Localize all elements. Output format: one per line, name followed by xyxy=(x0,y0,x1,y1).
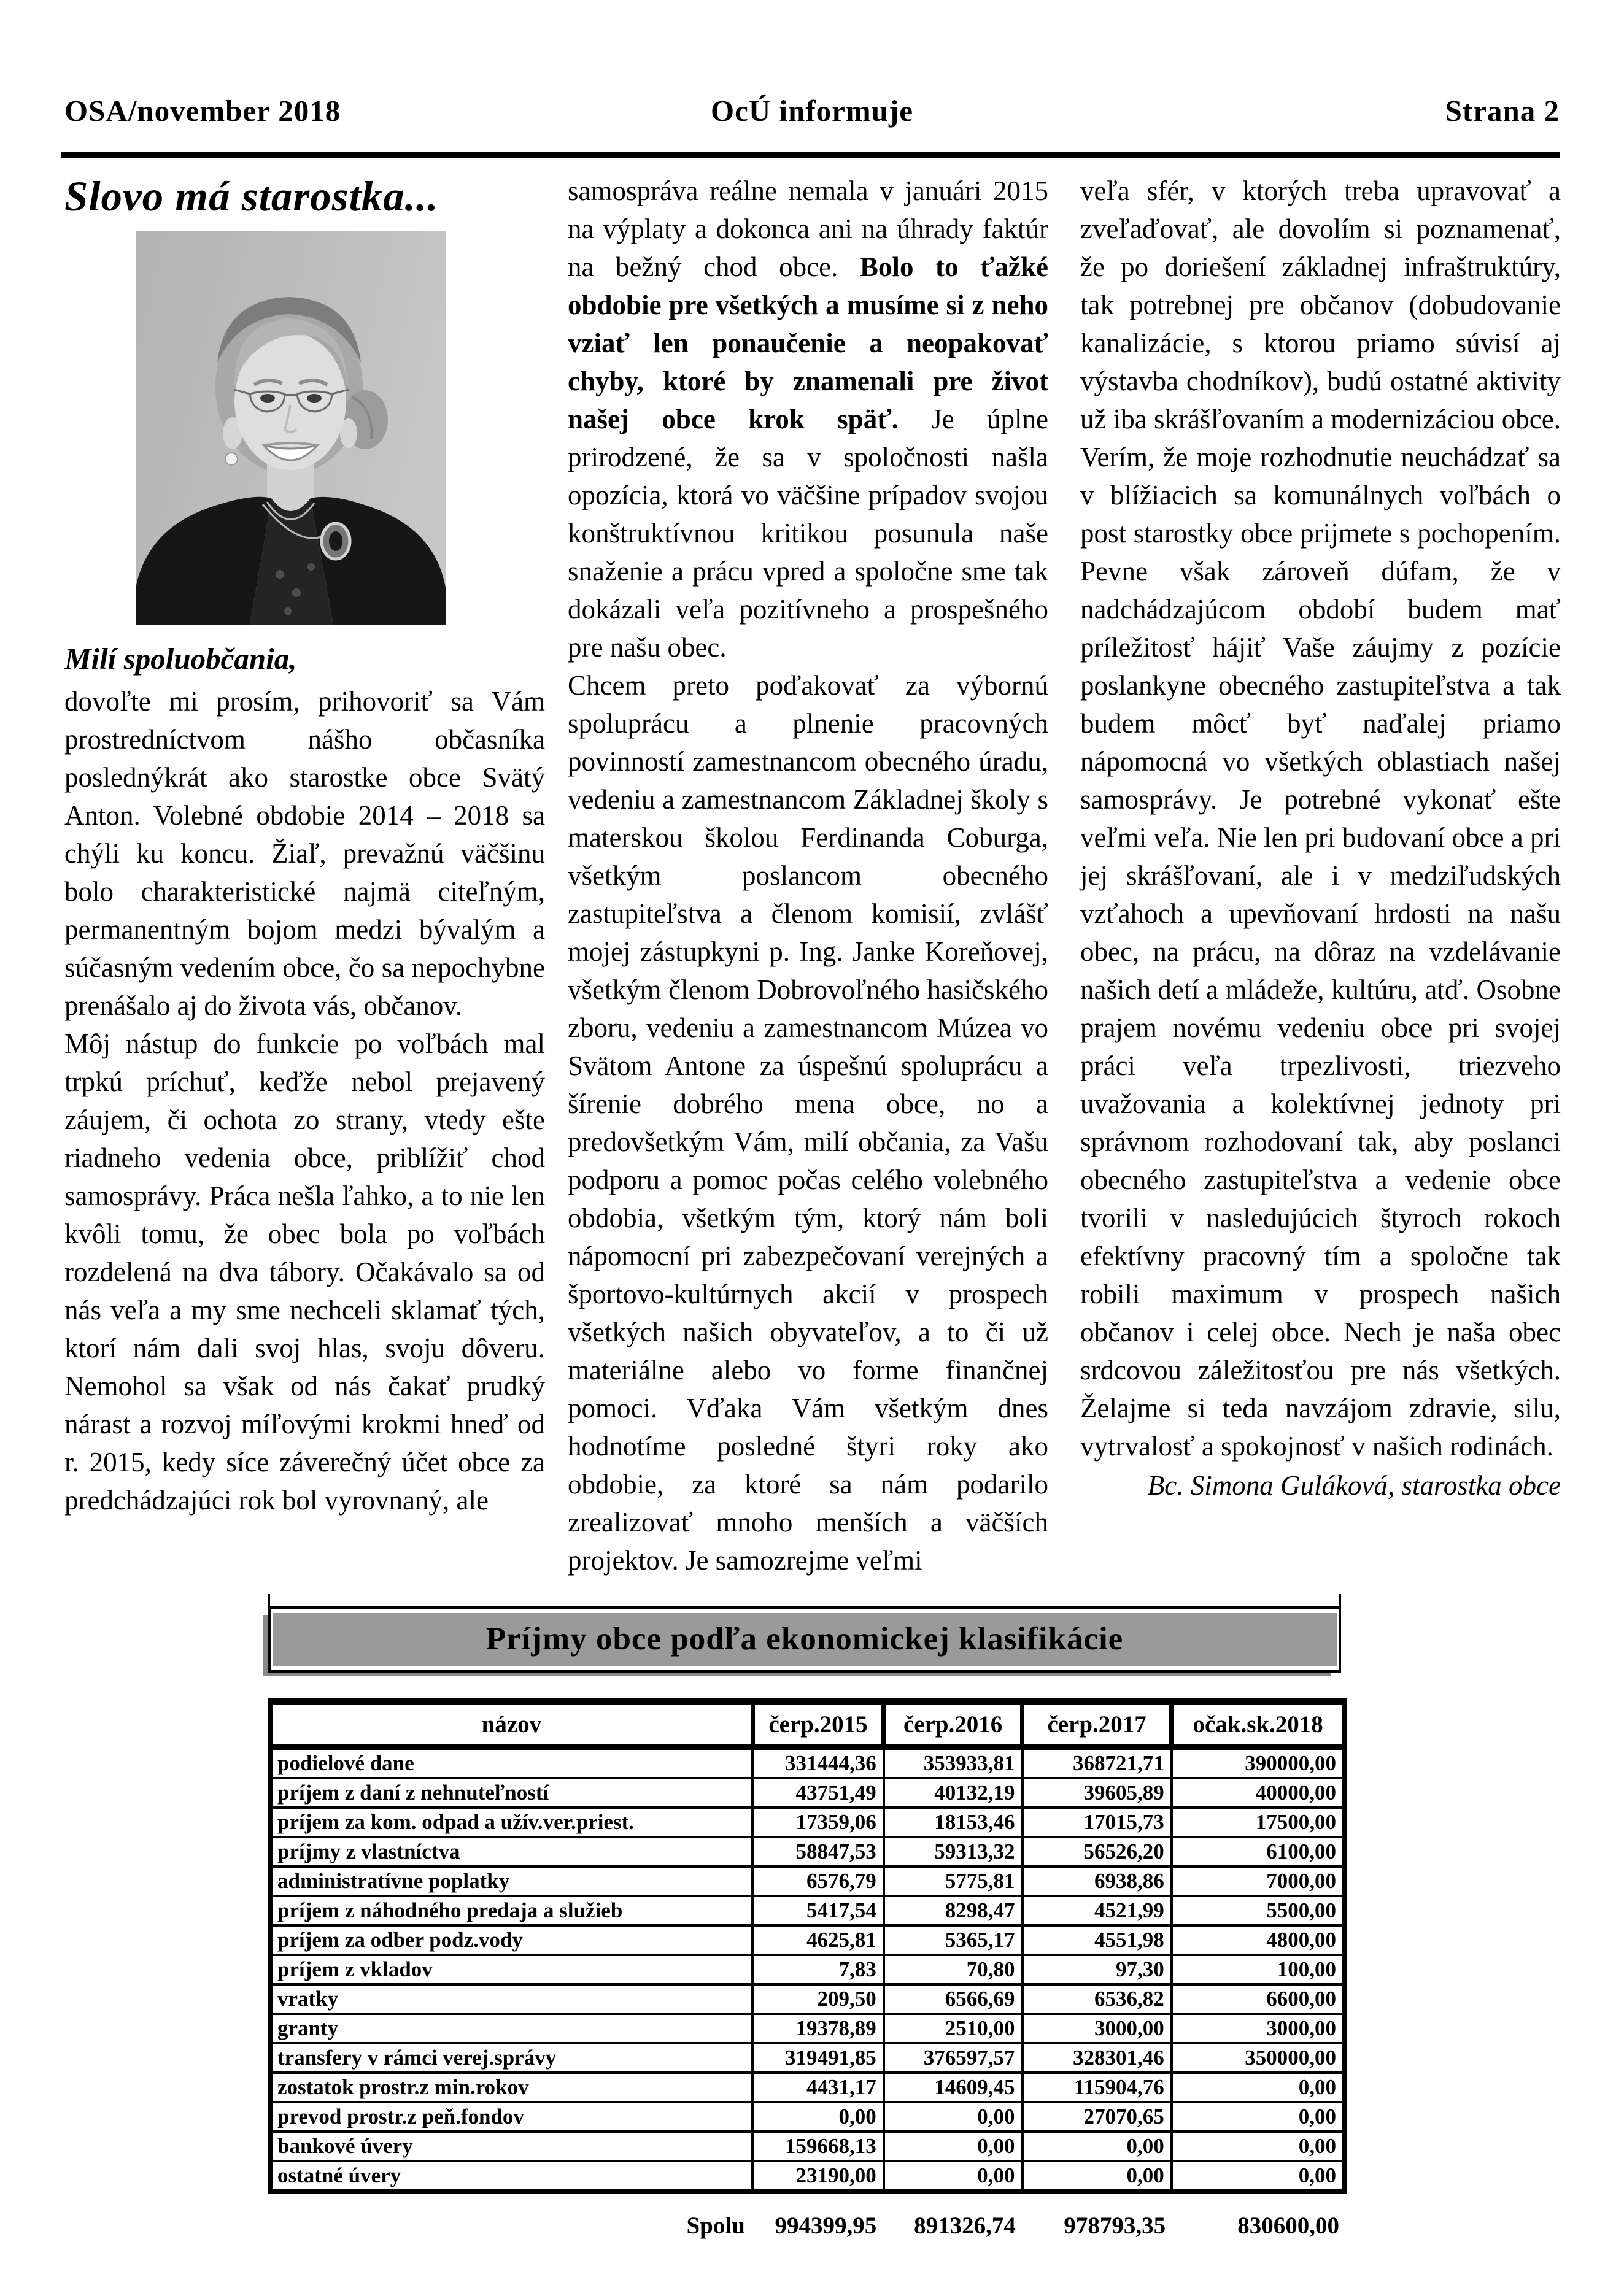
row-value: 6600,00 xyxy=(1172,1984,1345,2014)
table-row xyxy=(271,2161,1345,2192)
row-value: 6576,79 xyxy=(752,1866,884,1896)
col2-p1-start: samospráva reálne nemala v januári 2015 na výplaty a dokonca ani na úhrady faktúr na bežný chod obce. xyxy=(568,175,1048,282)
table-body xyxy=(271,1747,1345,2192)
row-value: 5775,81 xyxy=(884,1866,1023,1896)
total-2015: 994399,95 xyxy=(775,2213,877,2239)
column-1 xyxy=(64,172,545,1519)
table-row xyxy=(271,1866,1345,1896)
row-value: 209,50 xyxy=(752,1984,884,2014)
row-label: príjem z náhodného predaja a služieb xyxy=(271,1896,753,1925)
row-label: vratky xyxy=(271,1984,753,2014)
total-2017: 978793,35 xyxy=(1064,2213,1166,2239)
row-value: 100,00 xyxy=(1172,1955,1345,1984)
table-row xyxy=(271,1925,1345,1955)
table-row xyxy=(271,2132,1345,2161)
table-row xyxy=(271,2014,1345,2043)
row-value: 56526,20 xyxy=(1023,1837,1172,1866)
row-label: príjem za odber podz.vody xyxy=(271,1925,753,1955)
row-value: 6536,82 xyxy=(1023,1984,1172,2014)
totals-label: Spolu xyxy=(686,2213,745,2239)
col2-paragraph-1 xyxy=(568,172,1048,666)
table-row xyxy=(271,1747,1345,1779)
table-title-bar xyxy=(268,1606,1341,1673)
row-value: 4800,00 xyxy=(1172,1925,1345,1955)
row-value: 97,30 xyxy=(1023,1955,1172,1984)
col2-p1-bold: Bolo to ťažké obdobie pre všetkých a musíme si z neho vziať len ponaučenie a neopakovať chyby, ktoré by znamenali pre život našej obce krok späť. xyxy=(568,252,1049,434)
row-value: 319491,85 xyxy=(752,2043,884,2073)
table-row xyxy=(271,2102,1345,2132)
row-value: 5500,00 xyxy=(1172,1896,1345,1925)
row-value: 17500,00 xyxy=(1172,1808,1345,1837)
row-value: 43751,49 xyxy=(752,1778,884,1808)
row-value: 6938,86 xyxy=(1023,1866,1172,1896)
col3-paragraph-1: veľa sfér, v ktorých treba upravovať a zveľaďovať, ale dovolím si poznamenať, že po doriešení základnej infraštruktúry, tak potrebnej pre občanov (dobudovanie kanalizácie, s ktorou priamo súvisí aj výstavba chodníkov), budú ostatné aktivity už iba skrášľovaním a modernizáciou obce. Verím, že moje rozhodnutie neuchádzať sa v blížiacich sa komunálnych voľbách o post starostky obce prijmete s pochopením. Pevne však zároveň dúfam, že v nadchádzajúcom období budem mať príležitosť hájiť Vaše záujmy z pozície poslankyne obecného zastupiteľstva a tak budem môcť byť naďalej priamo nápomocná vo všetkých oblastiach našej samosprávy. Je potrebné vykonať ešte veľmi veľa. Nie len pri budovaní obce a pri jej skrášľovaní, ale i v medziľudských vzťahoch a upevňovaní hrdosti na našu obec, na prácu, na dôraz na vzdelávanie našich detí a mládeže, kultúru, atď. Osobne prajem novému vedeniu obce pri svojej práci veľa trpezlivosti, triezveho uvažovania a kolektívnej jednoty pri správnom rozhodovaní tak, aby poslanci obecného zastupiteľstva a vedenie obce tvorili v nasledujúcich štyroch rokoch efektívny pracovný tím a spoločne tak robili maximum v prospech našich občanov i celej obce. Nech je naša obec srdcovou záležitosťou pre nás všetkých. Želajme si teda navzájom zdravie, silu, vytrvalosť a spokojnosť v našich rodinách. xyxy=(1080,175,1561,1462)
row-value: 40132,19 xyxy=(884,1778,1023,1808)
row-value: 27070,65 xyxy=(1023,2102,1172,2132)
row-value: 4431,17 xyxy=(752,2073,884,2102)
col2-paragraph-2: Chcem preto poďakovať za výbornú spoluprácu a plnenie pracovných povinností zamestnancom obecného úradu, vedeniu a zamestnancom Základnej školy s materskou školou Ferdinanda Coburga, všetkým poslancom obecného zastupiteľstva a členom komisií, zvlášť mojej zástupkyni p. Ing. Janke Koreňovej, všetkým členom Dobrovoľného hasičského zboru, vedeniu a zamestnancom Múzea vo Svätom Antone za úspešnú spoluprácu a šírenie dobrého mena obce, no a predovšetkým Vám, milí občania, za Vašu podporu a pomoc počas celého volebného obdobia, všetkým tým, ktorý nám boli nápomocní pri zabezpečovaní verejných a športovo-kultúrnych akcií v prospech všetkých našich obyvateľov, a to či už materiálne alebo vo forme finančnej pomoci. Vďaka Vám všetkým dnes hodnotíme posledné štyri roky ako obdobie, za ktoré sa nám podarilo zrealizovať mnoho menších a väčších projektov. Je samozrejme veľmi xyxy=(568,670,1048,1576)
row-value: 0,00 xyxy=(884,2102,1023,2132)
mayor-portrait-illustration xyxy=(136,231,446,625)
table-row xyxy=(271,2043,1345,2073)
table-row xyxy=(271,2073,1345,2102)
row-value: 4625,81 xyxy=(752,1925,884,1955)
row-value: 0,00 xyxy=(1172,2073,1345,2102)
table-row xyxy=(271,1808,1345,1837)
col1-paragraph-2: Môj nástup do funkcie po voľbách mal trpkú príchuť, keďže nebol prejavený záujem, či ochota zo strany, vtedy ešte riadneho vedenia obce, priblížiť chod samosprávy. Práca nešla ľahko, a to nie len kvôli tomu, že obec bola po voľbách rozdelená na dva tábory. Očakávalo sa od nás veľa a my sme nechceli sklamať tých, ktorí nám dali svoj hlas, svoju dôveru. Nemohol sa však od nás čakať prudký nárast a rozvoj míľovými krokmi hneď od r. 2015, kedy síce záverečný účet obce za predchádzajúci rok bol vyrovnaný, ale xyxy=(64,1028,545,1516)
income-table xyxy=(268,1698,1347,2194)
row-label: granty xyxy=(271,2014,753,2043)
salutation: Milí spoluobčania, xyxy=(64,642,297,676)
row-value: 14609,45 xyxy=(884,2073,1023,2102)
row-value: 6100,00 xyxy=(1172,1837,1345,1866)
row-label: príjem z daní z nehnuteľností xyxy=(271,1778,753,1808)
col1-paragraph-1: dovoľte mi prosím, prihovoriť sa Vám prostredníctvom nášho občasníka poslednýkrát ako starostke obce Svätý Anton. Volebné obdobie 2014 – 2018 sa chýli ku koncu. Žiaľ, prevažnú väčšinu bolo charakteristické najmä citeľným, permanentným bojom medzi bývalým a súčasným vedením obce, čo sa nepochybne prenášalo aj do života vás, občanov. xyxy=(64,686,545,1021)
header-page-number: Strana 2 xyxy=(1445,94,1560,128)
row-label: prevod prostr.z peň.fondov xyxy=(271,2102,753,2132)
table-row xyxy=(271,1896,1345,1925)
row-value: 350000,00 xyxy=(1172,2043,1345,2073)
total-2016: 891326,74 xyxy=(914,2213,1016,2239)
row-value: 17359,06 xyxy=(752,1808,884,1837)
row-label: podielové dane xyxy=(271,1747,753,1779)
total-2018: 830600,00 xyxy=(1237,2213,1339,2239)
col2-p1-end: Je úplne prirodzené, že sa v spoločnosti našla opozícia, ktorá vo väčšine prípadov svojou konštruktívnou kritikou posunula naše snaženie a prácu vpred a spoločne sme tak dokázali veľa pozitívneho a prospešného pre našu obec. xyxy=(568,404,1048,663)
row-value: 0,00 xyxy=(1172,2102,1345,2132)
row-value: 5417,54 xyxy=(752,1896,884,1925)
table-header-row xyxy=(271,1701,1345,1747)
row-value: 0,00 xyxy=(884,2132,1023,2161)
row-value: 0,00 xyxy=(1023,2132,1172,2161)
row-label: transfery v rámci verej.správy xyxy=(271,2043,753,2073)
row-label: príjem z vkladov xyxy=(271,1955,753,1984)
row-value: 59313,32 xyxy=(884,1837,1023,1866)
row-value: 376597,57 xyxy=(884,2043,1023,2073)
row-value: 8298,47 xyxy=(884,1896,1023,1925)
row-value: 328301,46 xyxy=(1023,2043,1172,2073)
row-value: 0,00 xyxy=(752,2102,884,2132)
table-row xyxy=(271,1837,1345,1866)
table-row xyxy=(271,1955,1345,1984)
header-section: OcÚ informuje xyxy=(710,94,914,128)
header-rule xyxy=(61,152,1560,158)
row-value: 5365,17 xyxy=(884,1925,1023,1955)
row-label: ostatné úvery xyxy=(271,2161,753,2192)
col-header-2018: očak.sk.2018 xyxy=(1172,1701,1345,1747)
row-value: 115904,76 xyxy=(1023,2073,1172,2102)
row-value: 0,00 xyxy=(1172,2132,1345,2161)
table-row xyxy=(271,1984,1345,2014)
table-title-frame xyxy=(268,1606,1341,1673)
table-row xyxy=(271,1778,1345,1808)
totals-row xyxy=(268,2211,1347,2241)
row-value: 70,80 xyxy=(884,1955,1023,1984)
row-value: 6566,69 xyxy=(884,1984,1023,2014)
row-value: 40000,00 xyxy=(1172,1778,1345,1808)
row-value: 0,00 xyxy=(1172,2161,1345,2192)
row-value: 0,00 xyxy=(1023,2161,1172,2192)
row-value: 3000,00 xyxy=(1023,2014,1172,2043)
row-value: 4551,98 xyxy=(1023,1925,1172,1955)
row-label: zostatok prostr.z min.rokov xyxy=(271,2073,753,2102)
table-title: Príjmy obce podľa ekonomickej klasifikácie xyxy=(273,1613,1337,1666)
mayor-portrait-photo xyxy=(136,231,446,625)
row-value: 3000,00 xyxy=(1172,2014,1345,2043)
row-label: príjmy z vlastníctva xyxy=(271,1837,753,1866)
row-value: 7,83 xyxy=(752,1955,884,1984)
row-value: 58847,53 xyxy=(752,1837,884,1866)
signature: Bc. Simona Guláková, starostka obce xyxy=(1147,1470,1561,1501)
row-value: 7000,00 xyxy=(1172,1866,1345,1896)
header-issue: OSA/november 2018 xyxy=(64,94,341,128)
col-header-2016: čerp.2016 xyxy=(884,1701,1023,1747)
row-value: 17015,73 xyxy=(1023,1808,1172,1837)
column-3 xyxy=(1080,172,1561,1506)
row-label: administratívne poplatky xyxy=(271,1866,753,1896)
row-value: 390000,00 xyxy=(1172,1747,1345,1779)
row-value: 2510,00 xyxy=(884,2014,1023,2043)
row-label: bankové úvery xyxy=(271,2132,753,2161)
article-title: Slovo má starostka... xyxy=(64,173,439,220)
row-label: príjem za kom. odpad a užív.ver.priest. xyxy=(271,1808,753,1837)
col-header-2015: čerp.2015 xyxy=(752,1701,884,1747)
row-value: 4521,99 xyxy=(1023,1896,1172,1925)
row-value: 39605,89 xyxy=(1023,1778,1172,1808)
row-value: 0,00 xyxy=(884,2161,1023,2192)
row-value: 331444,36 xyxy=(752,1747,884,1779)
col-header-2017: čerp.2017 xyxy=(1023,1701,1172,1747)
row-value: 368721,71 xyxy=(1023,1747,1172,1779)
col-header-nazov: názov xyxy=(271,1701,753,1747)
column-2 xyxy=(568,172,1048,1579)
row-value: 19378,89 xyxy=(752,2014,884,2043)
row-value: 159668,13 xyxy=(752,2132,884,2161)
row-value: 18153,46 xyxy=(884,1808,1023,1837)
row-value: 23190,00 xyxy=(752,2161,884,2192)
row-value: 353933,81 xyxy=(884,1747,1023,1779)
